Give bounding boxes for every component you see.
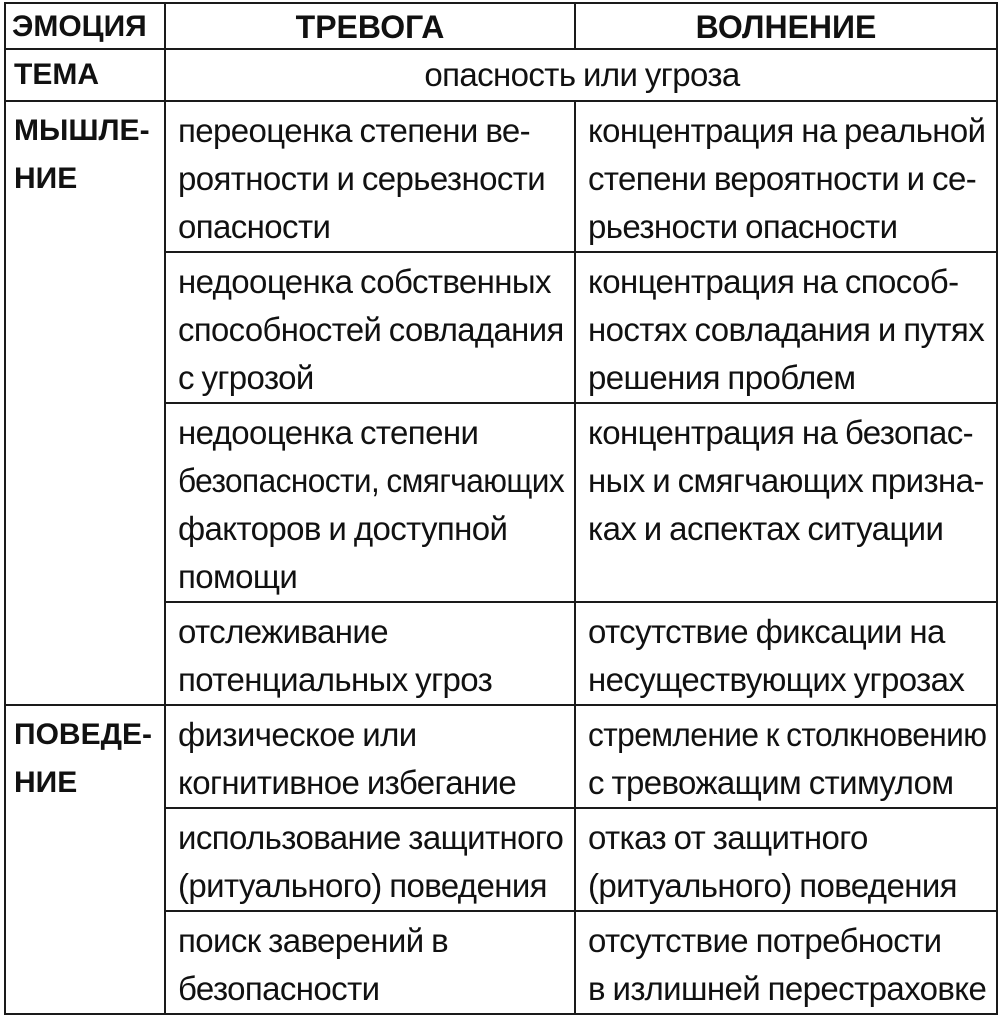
cell-line: концентрация на способ-: [588, 263, 959, 300]
behavior-label: [5, 705, 165, 1014]
behavior-label-line-2: НИЕ: [14, 766, 78, 799]
cell-line: стремление к столкновению: [588, 716, 987, 753]
behavior-anxiety-cell: [165, 911, 575, 1014]
cell-line: физическое или: [178, 716, 417, 753]
theme-value: опасность или угроза: [165, 49, 997, 101]
behavior-worry-cell: [575, 705, 997, 808]
cell-line: использование защитного: [178, 819, 564, 856]
behavior-worry-cell: [575, 911, 997, 1014]
cell-line: переоценка степени ве-: [178, 112, 531, 149]
cell-line: концентрация на реальной: [588, 112, 986, 149]
thinking-worry-cell: [575, 252, 997, 403]
behavior-row-1: [5, 705, 997, 808]
cell-line: несуществующих угрозах: [588, 661, 965, 698]
cell-line: рьезности опасности: [588, 208, 898, 245]
cell-line: отслеживание: [178, 613, 388, 650]
header-emotion: ЭМОЦИЯ: [5, 3, 165, 49]
theme-row: [5, 49, 997, 101]
thinking-label-line-2: НИЕ: [14, 162, 78, 195]
header-row: [5, 3, 997, 49]
thinking-anxiety-cell: [165, 252, 575, 403]
cell-line: безопасности: [178, 970, 380, 1007]
cell-line: отсутствие потребности: [588, 922, 942, 959]
cell-line: факторов и доступной: [178, 510, 508, 547]
thinking-worry-cell: [575, 602, 997, 705]
cell-line: (ритуального) поведения: [178, 867, 547, 904]
cell-line: потенциальных угроз: [178, 661, 493, 698]
cell-line: помощи: [178, 558, 298, 595]
cell-line: в излишней перестраховке: [588, 970, 987, 1007]
thinking-label-line-1: МЫШЛЕ-: [14, 114, 150, 147]
thinking-anxiety-cell: [165, 602, 575, 705]
cell-line: роятности и серьезности: [178, 160, 546, 197]
cell-line: недооценка собственных: [178, 263, 551, 300]
cell-line: с тревожащим стимулом: [588, 764, 954, 801]
behavior-anxiety-cell: [165, 705, 575, 808]
thinking-anxiety-cell: [165, 403, 575, 602]
cell-line: степени вероятности и се-: [588, 160, 977, 197]
behavior-worry-cell: [575, 808, 997, 911]
cell-line: безопасности, смягчающих: [178, 462, 565, 499]
cell-line: отказ от защитного: [588, 819, 868, 856]
cell-line: ных и смягчающих призна-: [588, 462, 984, 499]
cell-line: концентрация на безопас-: [588, 414, 974, 451]
behavior-label-line-1: ПОВЕДЕ-: [14, 718, 152, 751]
thinking-anxiety-cell: [165, 101, 575, 252]
theme-label: ТЕМА: [5, 49, 165, 101]
thinking-row-1: [5, 101, 997, 252]
emotion-comparison-table: [4, 2, 998, 1015]
cell-line: когнитивное избегание: [178, 764, 517, 801]
cell-line: ностях совладания и путях: [588, 311, 985, 348]
cell-line: поиск заверений в: [178, 922, 449, 959]
cell-line: (ритуального) поведения: [588, 867, 957, 904]
header-worry: ВОЛНЕНИЕ: [575, 3, 997, 49]
header-anxiety: ТРЕВОГА: [165, 3, 575, 49]
thinking-label: [5, 101, 165, 705]
cell-line: ках и аспектах ситуации: [588, 510, 944, 547]
cell-line: опасности: [178, 208, 331, 245]
thinking-worry-cell: [575, 403, 997, 602]
cell-line: отсутствие фиксации на: [588, 613, 945, 650]
behavior-anxiety-cell: [165, 808, 575, 911]
thinking-worry-cell: [575, 101, 997, 252]
cell-line: способностей совладания: [178, 311, 564, 348]
cell-line: решения проблем: [588, 359, 856, 396]
cell-line: недооценка степени: [178, 414, 479, 451]
cell-line: с угрозой: [178, 359, 314, 396]
